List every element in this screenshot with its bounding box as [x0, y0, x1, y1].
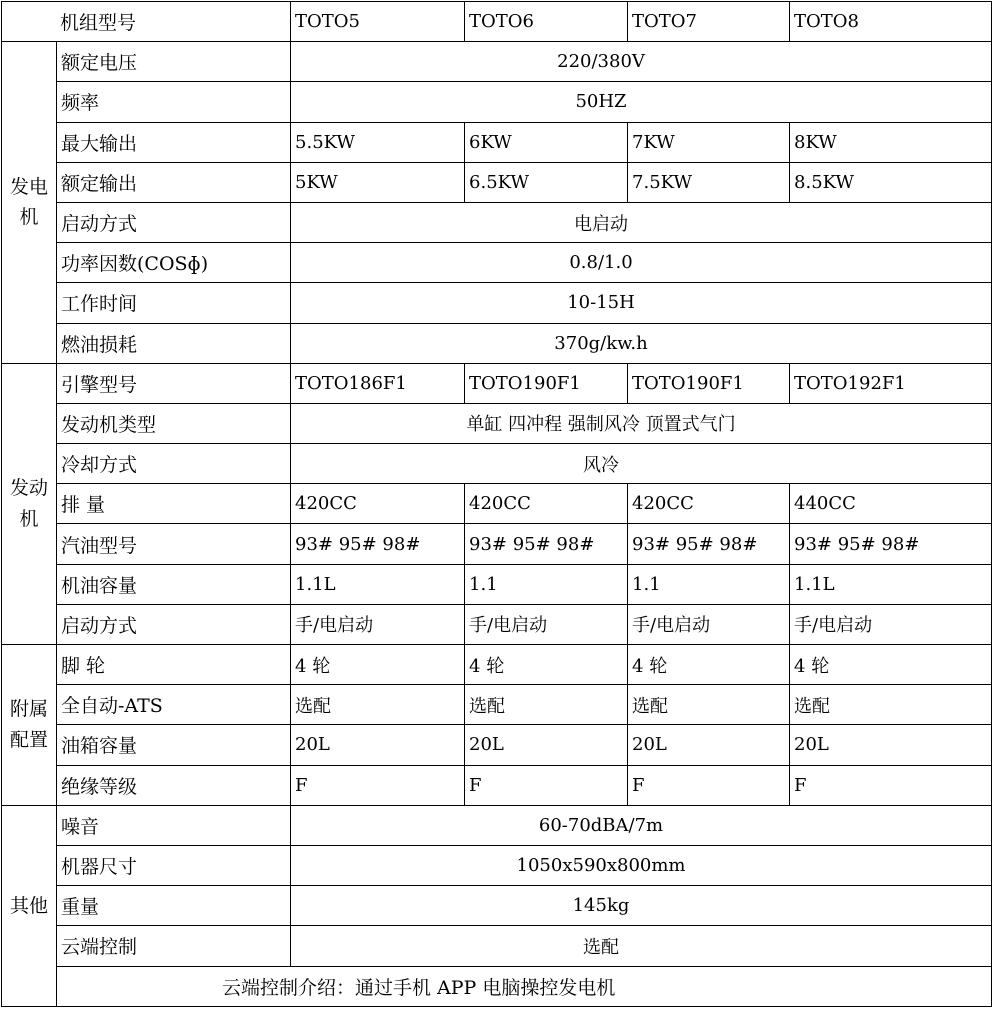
table-row [2, 283, 992, 323]
cell: 4 轮 [465, 645, 628, 685]
row-label: 机油容量 [57, 564, 291, 604]
cell: 手/电启动 [465, 604, 628, 644]
cell: TOTO192F1 [790, 363, 992, 403]
row-label: 工作时间 [57, 283, 291, 323]
row-label: 启动方式 [57, 202, 291, 242]
cell: 5.5KW [291, 122, 465, 162]
row-label: 重量 [57, 886, 291, 926]
cell: 选配 [790, 685, 992, 725]
cell: 440CC [790, 484, 992, 524]
cell: F [465, 765, 628, 805]
table-row [2, 845, 992, 885]
row-label: 云端控制 [57, 926, 291, 966]
model-label: 机组型号 [2, 2, 291, 42]
row-label: 额定输出 [57, 162, 291, 202]
table-row [2, 202, 992, 242]
cell: 93# 95# 98# [465, 524, 628, 564]
row-label: 油箱容量 [57, 725, 291, 765]
cell: TOTO186F1 [291, 363, 465, 403]
table-row [2, 604, 992, 644]
row-value: 220/380V [291, 42, 992, 82]
cell: 4 轮 [790, 645, 992, 685]
cell: TOTO190F1 [628, 363, 790, 403]
row-label: 发动机类型 [57, 403, 291, 443]
row-label: 燃油损耗 [57, 323, 291, 363]
cell: 6KW [465, 122, 628, 162]
cell: 8KW [790, 122, 992, 162]
group-accessories: 附属配置 [2, 645, 57, 806]
cell: 93# 95# 98# [291, 524, 465, 564]
table-row [2, 886, 992, 926]
table-row [2, 966, 992, 1006]
model-cell: TOTO5 [291, 2, 465, 42]
cell: 4 轮 [291, 645, 465, 685]
table-row [2, 524, 992, 564]
cell: 1.1L [790, 564, 992, 604]
cell: 420CC [291, 484, 465, 524]
cell: 4 轮 [628, 645, 790, 685]
table-row [2, 444, 992, 484]
cell: 选配 [291, 685, 465, 725]
table-row [2, 725, 992, 765]
row-label: 启动方式 [57, 604, 291, 644]
cell: 7.5KW [628, 162, 790, 202]
row-label: 额定电压 [57, 42, 291, 82]
row-label: 功率因数(COSɸ) [57, 243, 291, 283]
table-row [2, 685, 992, 725]
row-value: 60-70dBA/7m [291, 805, 992, 845]
table-row [2, 363, 992, 403]
cell: 20L [790, 725, 992, 765]
table-row [2, 564, 992, 604]
row-value: 145kg [291, 886, 992, 926]
row-label: 最大输出 [57, 122, 291, 162]
table-row [2, 82, 992, 122]
cell: 7KW [628, 122, 790, 162]
table-row [2, 323, 992, 363]
row-label: 引擎型号 [57, 363, 291, 403]
cell: 手/电启动 [790, 604, 992, 644]
cell: 手/电启动 [628, 604, 790, 644]
row-value: 370g/kw.h [291, 323, 992, 363]
cell: 20L [465, 725, 628, 765]
table-row [2, 645, 992, 685]
cell: 手/电启动 [291, 604, 465, 644]
row-label: 汽油型号 [57, 524, 291, 564]
table-row [2, 926, 992, 966]
row-label: 噪音 [57, 805, 291, 845]
cell: 20L [628, 725, 790, 765]
cell: TOTO190F1 [465, 363, 628, 403]
cell: 20L [291, 725, 465, 765]
group-generator: 发电机 [2, 42, 57, 364]
table-row [2, 484, 992, 524]
cell: F [790, 765, 992, 805]
row-value: 单缸 四冲程 强制风冷 顶置式气门 [291, 403, 992, 443]
row-value: 选配 [291, 926, 992, 966]
cell: 选配 [628, 685, 790, 725]
row-value: 风冷 [291, 444, 992, 484]
cell: 93# 95# 98# [628, 524, 790, 564]
row-value: 10-15H [291, 283, 992, 323]
model-cell: TOTO7 [628, 2, 790, 42]
cell: 420CC [465, 484, 628, 524]
cell: 选配 [465, 685, 628, 725]
cell: F [628, 765, 790, 805]
cloud-control-note: 云端控制介绍：通过手机 APP 电脑操控发电机 [57, 966, 992, 1006]
model-cell: TOTO8 [790, 2, 992, 42]
row-value: 0.8/1.0 [291, 243, 992, 283]
cell: 1.1 [628, 564, 790, 604]
row-value: 1050x590x800mm [291, 845, 992, 885]
header-row [2, 2, 992, 42]
cell: F [291, 765, 465, 805]
table-row [2, 162, 992, 202]
cell: 1.1L [291, 564, 465, 604]
group-other: 其他 [2, 805, 57, 1006]
row-label: 全自动-ATS [57, 685, 291, 725]
row-label: 排 量 [57, 484, 291, 524]
row-label: 脚 轮 [57, 645, 291, 685]
cell: 8.5KW [790, 162, 992, 202]
table-row [2, 42, 992, 82]
cell: 93# 95# 98# [790, 524, 992, 564]
cell: 420CC [628, 484, 790, 524]
table-row [2, 403, 992, 443]
table-row [2, 765, 992, 805]
spec-table [1, 1, 992, 1007]
row-label: 频率 [57, 82, 291, 122]
cell: 1.1 [465, 564, 628, 604]
cell: 6.5KW [465, 162, 628, 202]
table-row [2, 243, 992, 283]
table-row [2, 122, 992, 162]
table-row [2, 805, 992, 845]
row-value: 50HZ [291, 82, 992, 122]
model-cell: TOTO6 [465, 2, 628, 42]
row-label: 机器尺寸 [57, 845, 291, 885]
row-value: 电启动 [291, 202, 992, 242]
cell: 5KW [291, 162, 465, 202]
row-label: 绝缘等级 [57, 765, 291, 805]
row-label: 冷却方式 [57, 444, 291, 484]
group-engine: 发动机 [2, 363, 57, 644]
